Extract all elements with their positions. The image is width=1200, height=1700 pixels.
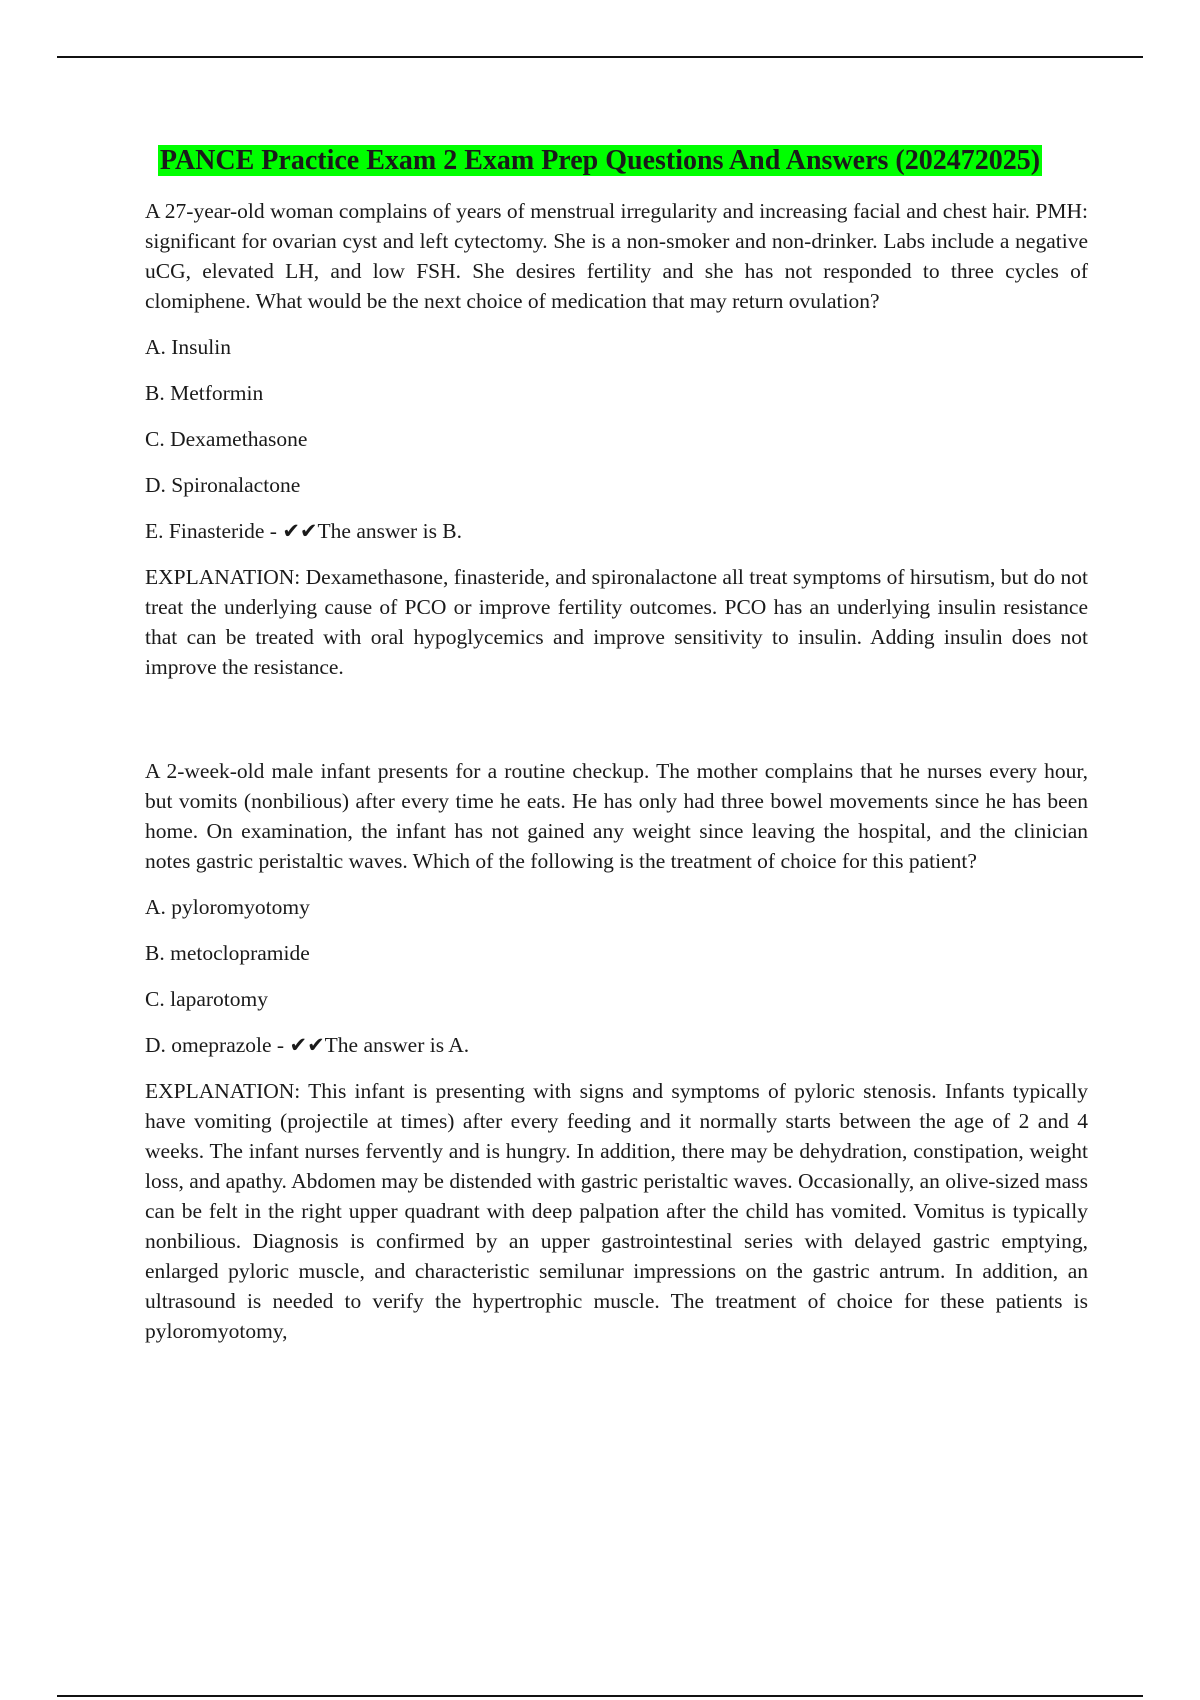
top-rule	[57, 56, 1143, 58]
check-marks-icon: ✔✔	[289, 1033, 325, 1057]
question-1-option-c: C. Dexamethasone	[145, 427, 308, 451]
question-1-explanation: EXPLANATION: Dexamethasone, finasteride, and spironalactone all treat symptoms of hirsutism, but do not treat the underlying cause of PCO or improve fertility outcomes. PCO has an underlying insulin resistance that can be treated with oral hypoglycemics and improve sensitivity to insulin. Adding insulin does not improve the resistance.	[145, 565, 1088, 679]
question-2-option-b: B. metoclopramide	[145, 941, 310, 965]
question-1-answer: The answer is B.	[317, 519, 463, 543]
check-marks-icon: ✔✔	[282, 519, 318, 543]
question-2-answer: The answer is A.	[324, 1033, 470, 1057]
page-title-highlight: PANCE Practice Exam 2 Exam Prep Questions And Answers (202472025)	[159, 145, 1041, 176]
page-title	[0, 143, 1200, 179]
question-2-option-c: C. laparotomy	[145, 987, 269, 1011]
question-1-option-d: D. Spironalactone	[145, 473, 301, 497]
question-2-option-d	[145, 1030, 1088, 1060]
question-2-explanation: EXPLANATION: This infant is presenting with signs and symptoms of pyloric stenosis. Infants typically have vomiting (projectile at times) after every feeding and it normally starts between the age of 2 and 4 weeks. The infant nurses fervently and is hungry. In addition, there may be dehydration, constipation, weight loss, and apathy. Abdomen may be distended with gastric peristaltic waves. Occasionally, an olive-sized mass can be felt in the right upper quadrant with deep palpation after the child has vomited. Vomitus is typically nonbilious. Diagnosis is confirmed by an upper gastrointestinal series with delayed gastric emptying, enlarged pyloric muscle, and characteristic semilunar impressions on the gastric antrum. In addition, an ultrasound is needed to verify the hypertrophic muscle. The treatment of choice for these patients is pyloromyotomy,	[145, 1079, 1088, 1343]
question-2-option-d-label: D. omeprazole -	[145, 1033, 290, 1057]
question-1-option-a: A. Insulin	[145, 335, 231, 359]
document-body	[145, 196, 1088, 1346]
question-2-option-a: A. pyloromyotomy	[145, 895, 310, 919]
question-1-stem: A 27-year-old woman complains of years of menstrual irregularity and increasing facial and chest hair. PMH: significant for ovarian cyst and left cytectomy. She is a non-smoker and non-drinker. Labs include a negative uCG, elevated LH, and low FSH. She desires fertility and she has not responded to three cycles of clomiphene. What would be the next choice of medication that may return ovulation?	[145, 199, 1088, 313]
bottom-rule	[57, 1695, 1143, 1697]
question-1-option-e	[145, 516, 1088, 546]
question-1-option-e-label: E. Finasteride -	[145, 519, 283, 543]
question-1-option-b: B. Metformin	[145, 381, 264, 405]
question-2-stem: A 2-week-old male infant presents for a routine checkup. The mother complains that he nurses every hour, but vomits (nonbilious) after every time he eats. He has only had three bowel movements since he has been home. On examination, the infant has not gained any weight since leaving the hospital, and the clinician notes gastric peristaltic waves. Which of the following is the treatment of choice for this patient?	[145, 759, 1088, 873]
